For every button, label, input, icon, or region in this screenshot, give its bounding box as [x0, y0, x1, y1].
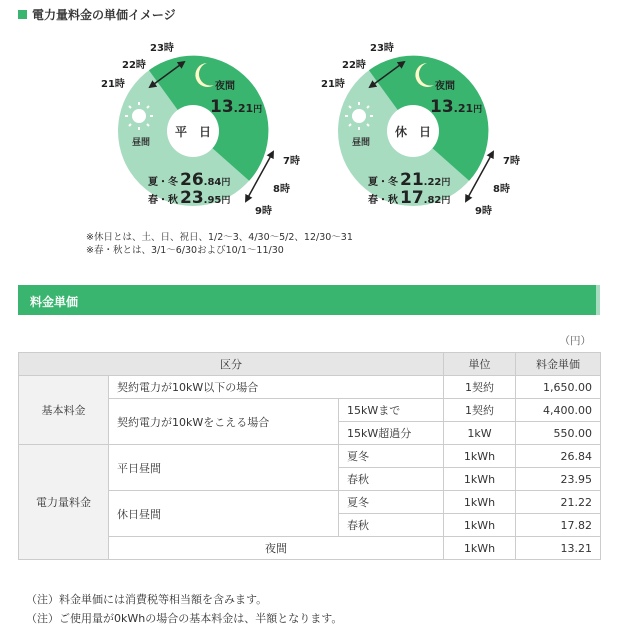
holiday-clock: [321, 41, 520, 217]
section-header-bar: [18, 285, 600, 315]
footnote-zero-usage: （注）ご使用量が0kWhの場合の基本料金は、半額となります。: [26, 612, 343, 625]
row-unit: 1kW: [444, 422, 516, 445]
row-desc: 夜間: [109, 537, 444, 560]
footnote-tax: （注）料金単価には消費税等相当額を含みます。: [26, 593, 268, 606]
night-price: 13.21円: [430, 97, 483, 117]
price-clock-diagram: [0, 30, 619, 240]
center-label: 平 日: [174, 125, 212, 139]
row-unit: 1kWh: [444, 468, 516, 491]
hour-9: 9時: [475, 206, 492, 217]
summer-winter-price: 夏・冬 21.22円: [368, 170, 451, 190]
table-row: [19, 376, 601, 399]
header-category: 区分: [19, 353, 444, 376]
row-price: 23.95: [516, 468, 601, 491]
row-price: 21.22: [516, 491, 601, 514]
bullet-square-icon: [18, 10, 27, 19]
energy-fee-label: 電力量料金: [19, 445, 109, 560]
row-desc: 契約電力が10kWをこえる場合: [109, 399, 339, 445]
table-header-row: [19, 353, 601, 376]
price-table: [18, 352, 601, 560]
day-label: 昼間: [352, 138, 371, 148]
hour-21: 21時: [321, 79, 345, 90]
hour-21: 21時: [101, 79, 125, 90]
row-price: 1,650.00: [516, 376, 601, 399]
row-desc: 休日昼間: [109, 491, 339, 537]
row-sub: 夏冬: [339, 445, 444, 468]
row-sub: 春秋: [339, 514, 444, 537]
header-unit: 単位: [444, 353, 516, 376]
row-unit: 1契約: [444, 399, 516, 422]
hour-23: 23時: [370, 43, 394, 54]
row-price: 550.00: [516, 422, 601, 445]
header-price: 料金単価: [516, 353, 601, 376]
table-row: [19, 445, 601, 468]
row-sub: 夏冬: [339, 491, 444, 514]
row-unit: 1kWh: [444, 445, 516, 468]
season-note: ※春・秋とは、3/1～6/30および10/1～11/30: [86, 245, 284, 256]
row-desc: 平日昼間: [109, 445, 339, 491]
center-label: 休 日: [394, 125, 432, 139]
spring-autumn-price: 春・秋 17.82円: [368, 188, 451, 208]
night-label: 夜間: [435, 81, 455, 92]
row-sub: 15kWまで: [339, 399, 444, 422]
hour-22: 22時: [342, 60, 366, 71]
row-sub: 15kW超過分: [339, 422, 444, 445]
row-unit: 1契約: [444, 376, 516, 399]
row-price: 4,400.00: [516, 399, 601, 422]
hour-8: 8時: [273, 184, 290, 195]
night-label: 夜間: [215, 81, 235, 92]
row-unit: 1kWh: [444, 491, 516, 514]
hour-7: 7時: [503, 156, 520, 167]
row-price: 13.21: [516, 537, 601, 560]
row-price: 17.82: [516, 514, 601, 537]
row-unit: 1kWh: [444, 514, 516, 537]
hour-7: 7時: [283, 156, 300, 167]
heading-text: 電力量料金の単価イメージ: [32, 8, 176, 22]
holiday-note: ※休日とは、土、日、祝日、1/2～3、4/30～5/2、12/30～31: [86, 232, 353, 243]
hour-23: 23時: [150, 43, 174, 54]
section-title: 料金単価: [30, 295, 79, 309]
section-heading: [18, 6, 176, 23]
row-unit: 1kWh: [444, 537, 516, 560]
row-price: 26.84: [516, 445, 601, 468]
night-price: 13.21円: [210, 97, 263, 117]
unit-note: （円）: [559, 335, 591, 347]
basic-fee-label: 基本料金: [19, 376, 109, 445]
hour-8: 8時: [493, 184, 510, 195]
weekday-clock: [101, 41, 300, 217]
hour-9: 9時: [255, 206, 272, 217]
day-label: 昼間: [132, 138, 151, 148]
summer-winter-price: 夏・冬 26.84円: [148, 170, 231, 190]
row-desc: 契約電力が10kW以下の場合: [109, 376, 444, 399]
hour-22: 22時: [122, 60, 146, 71]
row-sub: 春秋: [339, 468, 444, 491]
spring-autumn-price: 春・秋 23.95円: [148, 188, 231, 208]
